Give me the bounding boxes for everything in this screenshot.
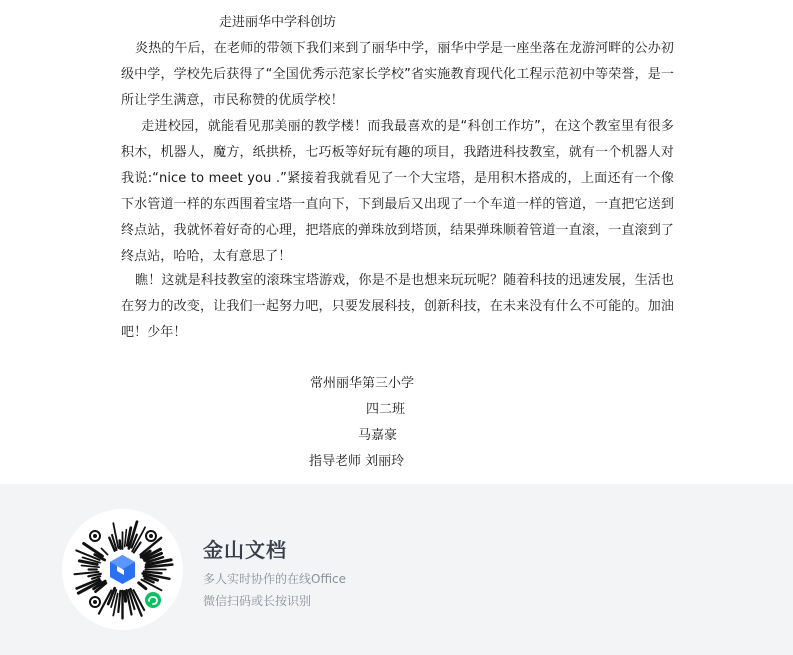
scan-hint: 微信扫码或长按识别	[203, 594, 312, 608]
qr-module	[74, 572, 98, 574]
signature-teacher: 指导老师 刘丽玲	[309, 454, 405, 469]
brand-tagline: 多人实时协作的在线Office	[203, 572, 347, 586]
paragraph-2	[121, 114, 674, 270]
qr-code[interactable]	[62, 509, 183, 630]
paragraph-1-text: 炎热的午后，在老师的带领下我们来到了丽华中学，丽华中学是一座坐落在龙游河畔的公办初级中学，学校先后获得了“全国优秀示范家长学校”省实施教育现代化工程示范初中等荣誉，是一所让学生满意，市民称赞的优质学校！	[121, 41, 674, 108]
signature-school: 常州丽华第三小学	[310, 376, 415, 391]
qr-module	[101, 548, 107, 554]
kdocs-cube-icon	[105, 552, 141, 588]
paragraph-2-text: 走进校园，就能看见那美丽的教学楼！而我最喜欢的是“科创工作坊”，在这个教室里有很多积木，机器人，魔方，纸拱桥，七巧板等好玩有趣的项目，我踏进科技教室，就有一个机器人对我说:“nice to meet you .”紧接着我就看见了一个大宝塔，是用积木搭成的，上面还有一个像下水管道一样的东西围着宝塔一直向下，下到最后又出现了一个车道一样的管道，一直把它送到终点站，我就怀着好奇的心理，把塔底的弹珠放到塔顶，结果弹珠顺着管道一直滚，一直滚到了终点站，哈哈，太有意思了！	[121, 119, 674, 264]
paragraph-1	[121, 36, 674, 114]
qr-module	[118, 591, 120, 612]
footer-banner	[0, 484, 793, 655]
qr-module	[139, 583, 146, 589]
signature-class: 四二班	[366, 402, 406, 417]
paragraph-3	[121, 268, 674, 346]
signature-name: 马嘉豪	[358, 428, 398, 443]
mini-program-icon	[144, 591, 162, 609]
brand-name: 金山文档	[203, 538, 287, 562]
qr-module	[125, 592, 126, 602]
qr-module	[120, 541, 121, 549]
document-title: 走进丽华中学科创坊	[219, 15, 337, 30]
qr-code-icon	[62, 509, 183, 630]
paragraph-3-text: 瞧！这就是科技教室的滚珠宝塔游戏，你是不是也想来玩玩呢？随着科技的迅速发展，生活也在努力的改变，让我们一起努力吧，只要发展科技，创新科技，在未来没有什么不可能的。加油吧！少年！	[121, 273, 674, 340]
